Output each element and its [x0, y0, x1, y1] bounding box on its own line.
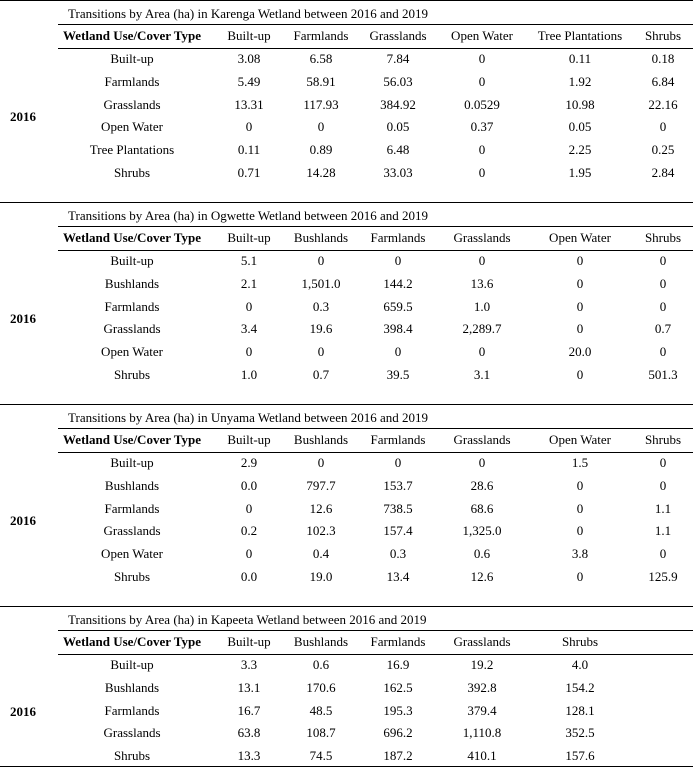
table-cell: 102.3 — [306, 523, 336, 539]
table-cell: 19.2 — [470, 657, 494, 672]
row-label: Farmlands — [104, 500, 160, 516]
row-label: Open Water — [101, 546, 163, 562]
column-header-type: Wetland Use/Cover Type — [63, 28, 201, 43]
table-cell: 170.6 — [306, 679, 336, 695]
column-header: Bushlands — [293, 634, 349, 649]
column-header: Built-up — [227, 230, 271, 245]
header-bottom-rule — [58, 452, 693, 453]
table-cell: 125.9 — [648, 569, 678, 584]
table-cell: 22.16 — [648, 96, 678, 112]
table-cell: 0.18 — [651, 51, 675, 66]
column-header: Built-up — [227, 28, 271, 43]
row-label: Grasslands — [103, 321, 161, 337]
table-cell: 1,501.0 — [301, 275, 341, 291]
table-cell: 154.2 — [565, 679, 595, 695]
table-section — [0, 606, 693, 769]
table-cell: 16.7 — [237, 702, 261, 718]
table-cell: 0.7 — [654, 321, 672, 337]
column-header: Shrubs — [644, 432, 682, 447]
header-top-rule — [58, 226, 693, 227]
table-section — [0, 404, 693, 606]
table-cell: 0 — [659, 119, 667, 135]
column-header: Grasslands — [453, 432, 511, 447]
table-cell: 12.6 — [470, 569, 494, 584]
row-label: Bushlands — [104, 679, 160, 695]
column-header-type: Wetland Use/Cover Type — [63, 432, 201, 447]
table-cell: 5.1 — [240, 253, 258, 268]
column-header: Farmlands — [370, 634, 426, 649]
row-label: Built-up — [110, 51, 154, 66]
header-top-rule — [58, 428, 693, 429]
table-cell: 1.5 — [571, 455, 589, 470]
table-cell: 0 — [659, 477, 667, 493]
table-cell: 0 — [245, 546, 253, 562]
table-cell: 13.4 — [386, 569, 410, 584]
row-label: Shrubs — [113, 367, 151, 382]
table-cell: 0 — [659, 344, 667, 360]
column-header: Farmlands — [293, 28, 349, 43]
table-cell: 0 — [317, 344, 325, 360]
table-cell: 2.9 — [240, 455, 258, 470]
table-cell: 5.49 — [237, 73, 261, 89]
table-cell: 58.91 — [306, 73, 336, 89]
table-cell: 392.8 — [467, 679, 497, 695]
table-cell: 6.58 — [309, 51, 333, 66]
table-cell: 659.5 — [383, 298, 413, 314]
table-cell: 0 — [478, 344, 486, 360]
table-cell: 0 — [576, 253, 584, 268]
table-cell: 10.98 — [565, 96, 595, 112]
table-cell: 0.3 — [312, 298, 330, 314]
table-cell: 0 — [659, 298, 667, 314]
row-label: Grasslands — [103, 725, 161, 741]
row-label: Shrubs — [113, 569, 151, 584]
table-cell: 157.4 — [383, 523, 413, 539]
table-cell: 0 — [478, 51, 486, 66]
table-cell: 0.71 — [237, 165, 261, 180]
table-caption: Transitions by Area (ha) in Karenga Wetland between 2016 and 2019 — [68, 6, 428, 21]
column-header-type: Wetland Use/Cover Type — [63, 230, 201, 245]
table-cell: 144.2 — [383, 275, 413, 291]
column-header: Grasslands — [453, 230, 511, 245]
table-cell: 74.5 — [309, 748, 333, 764]
column-header-type: Wetland Use/Cover Type — [63, 634, 201, 649]
table-cell: 7.84 — [386, 51, 410, 66]
table-cell: 0 — [659, 275, 667, 291]
table-cell: 4.0 — [571, 657, 589, 672]
table-cell: 0 — [394, 455, 402, 470]
table-cell: 13.6 — [470, 275, 494, 291]
column-header: Bushlands — [293, 230, 349, 245]
table-cell: 0 — [659, 253, 667, 268]
table-cell: 128.1 — [565, 702, 595, 718]
table-cell: 0.0529 — [464, 96, 500, 112]
table-cell: 0.05 — [568, 119, 592, 135]
header-top-rule — [58, 24, 693, 25]
table-cell: 0.89 — [309, 142, 333, 158]
table-cell: 384.92 — [380, 96, 416, 112]
row-label: Bushlands — [104, 477, 160, 493]
table-cell: 1.0 — [240, 367, 258, 382]
column-header: Grasslands — [453, 634, 511, 649]
table-cell: 157.6 — [565, 748, 595, 764]
table-cell: 0 — [245, 500, 253, 516]
table-cell: 13.3 — [237, 748, 261, 764]
table-caption: Transitions by Area (ha) in Ogwette Wetland between 2016 and 2019 — [68, 208, 428, 223]
year-label: 2016 — [10, 311, 36, 326]
table-cell: 2.1 — [240, 275, 258, 291]
table-cell: 0 — [245, 298, 253, 314]
table-cell: 28.6 — [470, 477, 494, 493]
section-top-rule — [0, 0, 693, 1]
column-header: Built-up — [227, 634, 271, 649]
row-label: Shrubs — [113, 748, 151, 764]
table-cell: 0 — [576, 477, 584, 493]
table-cell: 0 — [478, 165, 486, 180]
table-cell: 0 — [576, 500, 584, 516]
table-cell: 0 — [659, 546, 667, 562]
table-cell: 352.5 — [565, 725, 595, 741]
row-label: Bushlands — [104, 275, 160, 291]
table-cell: 117.93 — [303, 96, 339, 112]
table-cell: 0.7 — [312, 367, 330, 382]
table-cell: 1.1 — [654, 523, 672, 539]
table-cell: 6.84 — [651, 73, 675, 89]
header-bottom-rule — [58, 250, 693, 251]
table-cell: 162.5 — [383, 679, 413, 695]
table-cell: 398.4 — [383, 321, 413, 337]
table-cell: 195.3 — [383, 702, 413, 718]
table-caption: Transitions by Area (ha) in Unyama Wetland between 2016 and 2019 — [68, 410, 428, 425]
table-cell: 0 — [576, 321, 584, 337]
row-label: Farmlands — [104, 298, 160, 314]
table-cell: 0.4 — [312, 546, 330, 562]
table-cell: 39.5 — [386, 367, 410, 382]
row-label: Built-up — [110, 657, 154, 672]
section-top-rule — [0, 202, 693, 203]
column-header: Grasslands — [369, 28, 427, 43]
table-cell: 0 — [576, 569, 584, 584]
column-header: Shrubs — [644, 28, 682, 43]
table-cell: 1.1 — [654, 500, 672, 516]
table-cell: 0 — [317, 253, 325, 268]
table-cell: 108.7 — [306, 725, 336, 741]
row-label: Grasslands — [103, 96, 161, 112]
table-cell: 0 — [394, 344, 402, 360]
row-label: Farmlands — [104, 702, 160, 718]
table-cell: 6.48 — [386, 142, 410, 158]
table-cell: 0 — [576, 523, 584, 539]
row-label: Built-up — [110, 455, 154, 470]
table-section — [0, 0, 693, 202]
table-cell: 13.1 — [237, 679, 261, 695]
table-cell: 12.6 — [309, 500, 333, 516]
table-cell: 13.31 — [234, 96, 264, 112]
column-header: Tree Plantations — [537, 28, 623, 43]
table-cell: 738.5 — [383, 500, 413, 516]
column-header: Built-up — [227, 432, 271, 447]
table-cell: 0 — [394, 253, 402, 268]
document-bottom-rule — [0, 766, 693, 767]
table-cell: 3.8 — [571, 546, 589, 562]
column-header: Bushlands — [293, 432, 349, 447]
table-cell: 0 — [317, 455, 325, 470]
table-cell: 1,110.8 — [462, 725, 502, 741]
column-header: Open Water — [549, 432, 611, 447]
table-cell: 68.6 — [470, 500, 494, 516]
table-cell: 0 — [576, 367, 584, 382]
table-cell: 153.7 — [383, 477, 413, 493]
table-cell: 0.37 — [470, 119, 494, 135]
table-cell: 797.7 — [306, 477, 336, 493]
table-cell: 2,289.7 — [462, 321, 502, 337]
table-cell: 19.6 — [309, 321, 333, 337]
year-label: 2016 — [10, 703, 36, 719]
row-label: Grasslands — [103, 523, 161, 539]
table-cell: 0.05 — [386, 119, 410, 135]
table-caption: Transitions by Area (ha) in Kapeeta Wetland between 2016 and 2019 — [68, 612, 427, 627]
header-bottom-rule — [58, 654, 693, 655]
table-cell: 187.2 — [383, 748, 413, 764]
column-header: Farmlands — [370, 230, 426, 245]
table-cell: 379.4 — [467, 702, 497, 718]
table-cell: 0.6 — [312, 657, 330, 672]
table-cell: 0.0 — [240, 569, 258, 584]
table-cell: 1.0 — [473, 298, 491, 314]
table-cell: 0 — [317, 119, 325, 135]
table-cell: 0 — [245, 344, 253, 360]
table-cell: 0 — [245, 119, 253, 135]
table-cell: 1.95 — [568, 165, 592, 180]
table-cell: 16.9 — [386, 657, 410, 672]
table-cell: 0.25 — [651, 142, 675, 158]
table-cell: 2.84 — [651, 165, 675, 180]
row-label: Farmlands — [104, 73, 160, 89]
table-section — [0, 202, 693, 404]
row-label: Open Water — [101, 119, 163, 135]
table-cell: 3.1 — [473, 367, 491, 382]
table-cell: 0 — [478, 455, 486, 470]
table-cell: 19.0 — [309, 569, 333, 584]
column-header: Farmlands — [370, 432, 426, 447]
column-header: Open Water — [451, 28, 513, 43]
table-cell: 56.03 — [383, 73, 413, 89]
header-bottom-rule — [58, 48, 693, 49]
table-cell: 14.28 — [306, 165, 336, 180]
table-cell: 3.4 — [240, 321, 258, 337]
table-cell: 696.2 — [383, 725, 413, 741]
table-cell: 0 — [478, 73, 486, 89]
table-cell: 0.2 — [240, 523, 258, 539]
table-cell: 63.8 — [237, 725, 261, 741]
header-top-rule — [58, 630, 693, 631]
column-header: Shrubs — [561, 634, 599, 649]
row-label: Tree Plantations — [89, 142, 175, 158]
table-cell: 3.08 — [237, 51, 261, 66]
table-cell: 1,325.0 — [462, 523, 502, 539]
column-header: Open Water — [549, 230, 611, 245]
table-cell: 33.03 — [383, 165, 413, 180]
row-label: Open Water — [101, 344, 163, 360]
table-cell: 2.25 — [568, 142, 592, 158]
table-cell: 0 — [478, 142, 486, 158]
table-cell: 0.11 — [237, 142, 261, 158]
table-cell: 501.3 — [648, 367, 678, 382]
table-cell: 0 — [576, 298, 584, 314]
row-label: Built-up — [110, 253, 154, 268]
table-cell: 0.11 — [568, 51, 592, 66]
year-label: 2016 — [10, 109, 36, 124]
table-cell: 0.0 — [240, 477, 258, 493]
column-header: Shrubs — [644, 230, 682, 245]
table-cell: 410.1 — [467, 748, 497, 764]
table-cell: 48.5 — [309, 702, 333, 718]
section-top-rule — [0, 606, 693, 607]
table-cell: 0 — [576, 275, 584, 291]
table-cell: 0.3 — [389, 546, 407, 562]
row-label: Shrubs — [113, 165, 151, 180]
table-cell: 20.0 — [568, 344, 592, 360]
table-cell: 3.3 — [240, 657, 258, 672]
table-cell: 1.92 — [568, 73, 592, 89]
section-top-rule — [0, 404, 693, 405]
year-label: 2016 — [10, 513, 36, 528]
table-cell: 0.6 — [473, 546, 491, 562]
table-cell: 0 — [659, 455, 667, 470]
table-cell: 0 — [478, 253, 486, 268]
